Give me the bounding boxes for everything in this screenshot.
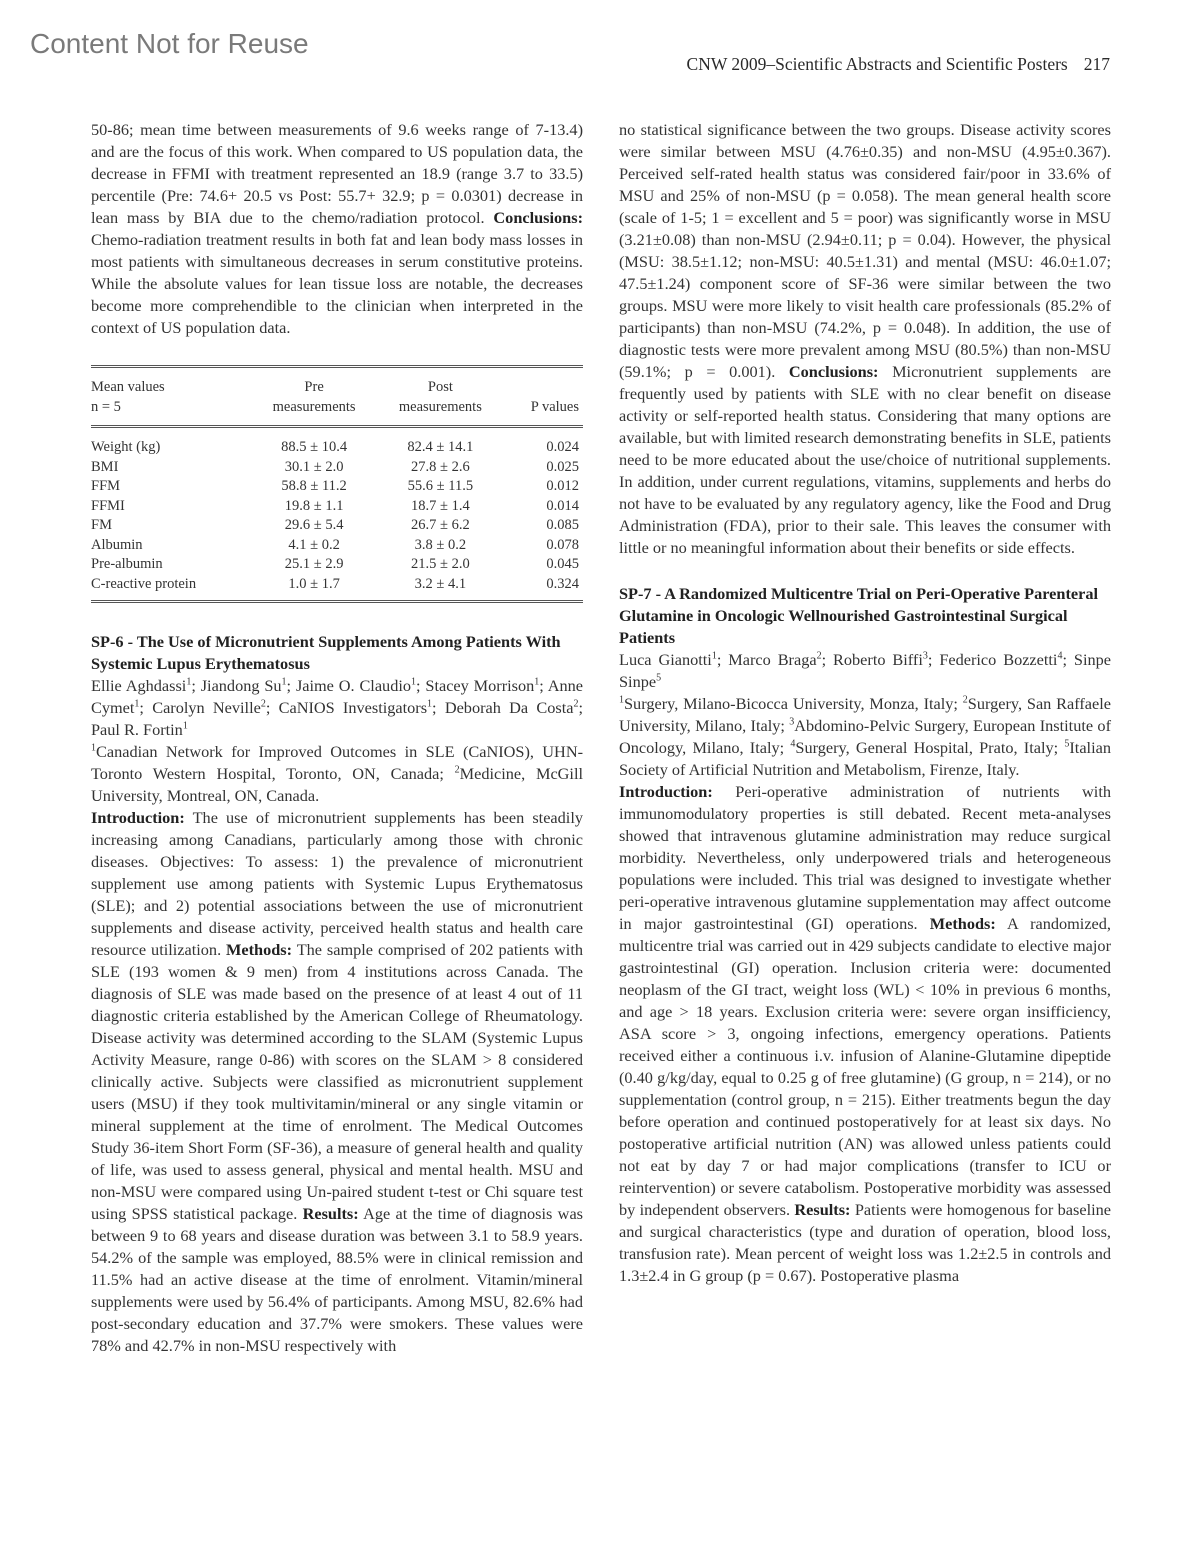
paragraph-text: Chemo-radiation treatment results in both fat and lean body mass losses in most patients with simultaneous decreases in serum constitutive proteins. While the absolute values for lean tissue loss are notable, the decreases become more comprehendible to the clinician when interpreted in the context of US population data. — [91, 230, 583, 337]
author-name: Roberto Biffi — [833, 650, 923, 669]
sp6-affiliations — [91, 741, 583, 807]
post-value: 26.7 ± 6.2 — [411, 517, 470, 533]
introduction-text: Peri-operative administration of nutrients with immunomodulatory properties is still debated. Recent meta-analyses showed that intravenous glutamine administration may reduce surgical morbidity. Nevertheless, only underpowered trials and heterogeneous populations were included. This trial was designed to investigate whether peri-operative intravenous glutamine supplementation may affect outcome in major gastrointestinal (GI) operations. — [619, 782, 1111, 933]
paragraph-text: 50-86; mean time between measurements of 9.6 weeks range of 7-13.4) and are the focus of this work. When compared to US population data, the decrease in FFMI with treatment represented an 18.9 (range 3.7 to 33.5) percentile (Pre: 74.6+ 20.5 vs Post: 55.7+ 32.9; p = 0.0301) decrease in lean mass by BIA due to the chemo/radiation protocol. — [91, 120, 583, 227]
affiliation-marker: 2 — [573, 698, 579, 710]
header-pre-measurements: measurements — [251, 398, 377, 427]
header-mean-values: Mean values — [91, 367, 251, 398]
p-value: 0.025 — [546, 458, 579, 475]
header-n: n = 5 — [91, 398, 251, 427]
body-composition-table — [91, 365, 583, 603]
right-column — [619, 119, 1111, 1287]
p-value: 0.078 — [546, 536, 579, 553]
author-name: Marco Braga — [728, 650, 817, 669]
pre-value: 30.1 ± 2.0 — [284, 458, 344, 475]
table-row — [91, 497, 583, 517]
row-label: FFM — [91, 478, 121, 494]
affiliation-text: Italian Society of Artificial Nutrition and Metabolism, Firenze, Italy. — [619, 738, 1111, 779]
sp6-authors: Ellie Aghdassi$^1$; Jiandong Su$^1$; Jaime O. Claudio$^1$; Stacey Morrison$^1$; Anne Cymet$^1$; Carolyn Neville$^2$; CaNIOS Investigators$^1$; Deborah Da Costa$^2$; Paul R. Fortin$^1$ — [91, 676, 584, 739]
affiliation-marker: 1 — [182, 720, 188, 732]
author-name: Jaime O. Claudio — [295, 676, 412, 695]
affiliation-number: 2 — [454, 764, 460, 776]
table-row — [91, 575, 583, 602]
author-name: CaNIOS Investigators — [278, 698, 428, 717]
affiliation-number: 3 — [789, 716, 795, 728]
sp7-body — [619, 781, 1111, 1287]
introduction-label: Introduction: — [91, 808, 185, 827]
p-value: 0.012 — [546, 478, 579, 494]
row-label: FFMI — [91, 497, 125, 514]
sp7-authors: Luca Gianotti$^1$; Marco Braga$^2$; Roberto Biffi$^3$; Federico Bozzetti$^4$; Sinpe Sinpe$^5$ — [619, 650, 1112, 691]
affiliation-number: 5 — [1064, 738, 1070, 750]
author-name: Paul R. Fortin — [91, 720, 183, 739]
results-text: Age at the time of diagnosis was between 9 to 68 years and disease duration was between 3.1 to 58.9 years. 54.2% of the sample was employed, 88.5% were in clinical remission and 11.5% had an active disease at the time of enrolment. Vitamin/mineral supplements were used by 56.4% of participants. Among MSU, 82.6% had post-secondary education and 37.7% were smokers. These values were 78% and 42.7% in non-MSU respectively with — [91, 1204, 584, 1355]
post-value: 18.7 ± 1.4 — [411, 497, 470, 514]
header-post: Post — [377, 367, 503, 398]
conclusions-text: Micronutrient supplements are frequently used by patients with SLE with no clear benefit on disease activity or self-reported health status. Considering that many options are available, but with limited research demonstrating benefits in SLE, patients need to be more educated about the use/choice of nutritional supplements. In addition, under current regulations, vitamins, supplements and herbs do not have to be evaluated by any regulatory agency, like the Food and Drug Administration (FDA), prior to their sale. This leaves the consumer with little or no meaningful information about their benefits or side effects. — [619, 362, 1111, 557]
affiliation-text: Surgery, San Raffaele University, Milano, Italy; — [619, 694, 1111, 735]
author-name: Deborah Da Costa — [444, 698, 574, 717]
author-name: Carolyn Neville — [152, 698, 261, 717]
pre-value: 19.8 ± 1.1 — [284, 497, 344, 514]
sp7-title: SP-7 - A Randomized Multicentre Trial on Peri-Operative Parenteral Glutamine in Oncologic Wellnourished Gastrointestinal Surgical Patients — [619, 584, 1098, 647]
row-label: Albumin — [91, 536, 143, 553]
results-label: Results: — [302, 1204, 359, 1223]
affiliation-text: Canadian Network for Improved Outcomes in SLE (CaNIOS), UHN-Toronto Western Hospital, Toronto, ON, Canada; — [91, 742, 583, 783]
author-name: Ellie Aghdassi — [91, 676, 187, 695]
methods-label: Methods: — [226, 940, 293, 959]
affiliation-marker: 1 — [427, 698, 433, 710]
p-value: 0.045 — [546, 556, 579, 572]
affiliation-marker: 1 — [186, 676, 192, 688]
author-name: Jiandong Su — [200, 676, 282, 695]
sp6-body — [91, 807, 583, 1357]
affiliation-number: 1 — [91, 742, 96, 754]
affiliation-marker: 3 — [922, 650, 928, 662]
affiliation-marker: 1 — [281, 676, 287, 688]
table-header-row — [91, 398, 583, 427]
running-head — [610, 54, 1110, 75]
row-label: BMI — [91, 458, 119, 475]
pre-value: 88.5 ± 10.4 — [281, 439, 348, 455]
table-row — [91, 536, 583, 556]
pre-value: 29.6 ± 5.4 — [284, 517, 344, 533]
methods-text: A randomized, multicentre trial was carried out in 429 subjects candidate to elective major gastrointestinal (GI) operation. Inclusion criteria were: documented neoplasm of the GI tract, weight loss (WL) < 10% in previous 6 months, and age > 18 years. Exclusion criteria were: severe organ insifficiency, ASA score > 3, ongoing infections, emergency operations. Patients received either a continuous i.v. infusion of Alanine-Glutamine dipeptide (0.40 g/kg/day, equal to 0.25 g of free glutamine) (G group, n = 214), or no supplementation (control group, n = 215). Either treatments begun the day before operation and continued postoperatively for at least six days. No postoperative artificial nutrition (AN) was allowed unless patients could not eat by day 7 or had major complications (transfer to ICU or reintervention) or severe catabolism. Postoperative morbidity was assessed by independent observers. — [619, 914, 1111, 1219]
author-name: Stacey Morrison — [425, 676, 535, 695]
header-blank — [504, 367, 583, 398]
affiliation-number: 2 — [962, 694, 968, 706]
affiliation-number: 4 — [790, 738, 796, 750]
post-value: 21.5 ± 2.0 — [411, 556, 470, 572]
table-row — [91, 427, 583, 458]
methods-label: Methods: — [929, 914, 996, 933]
p-value: 0.024 — [546, 439, 579, 455]
row-label: Pre-albumin — [91, 556, 163, 572]
author-name: Sinpe Sinpe — [619, 650, 1112, 691]
affiliation-marker: 1 — [134, 698, 140, 710]
table-header-row — [91, 367, 583, 398]
pre-value: 4.1 ± 0.2 — [288, 536, 340, 553]
author-name: Federico Bozzetti — [939, 650, 1058, 669]
p-value: 0.085 — [546, 517, 579, 533]
affiliation-text: Surgery, Milano-Bicocca University, Monza, Italy; — [624, 694, 963, 713]
row-label: C-reactive protein — [91, 575, 251, 602]
pre-value: 25.1 ± 2.9 — [284, 556, 344, 572]
methods-text: The sample comprised of 202 patients with SLE (193 women & 9 men) from 4 institutions across Canada. The diagnosis of SLE was made based on the presence of at least 4 out of 11 diagnostic criteria established by the American College of Rheumatology. Disease activity was determined according to the SLAM (Systemic Lupus Activity Measure, range 0-86) with scores on the SLAM > 8 considered clinically active. Subjects were classified as micronutrient supplement users (MSU) if they took multivitamin/mineral or any single vitamin or mineral supplement at the time of enrolment. The Medical Outcomes Study 36-item Short Form (SF-36), a measure of general health and quality of life, was used to assess general, physical and mental health. MSU and non-MSU were compared using Un-paired student t-test or Chi square test using SPSS statistical package. — [91, 940, 583, 1223]
table-row — [91, 516, 583, 536]
affiliation-text: Abdomino-Pelvic Surgery, European Institute of Oncology, Milano, Italy; — [619, 716, 1111, 757]
introduction-label: Introduction: — [619, 782, 713, 801]
header-post-measurements: measurements — [377, 398, 503, 427]
author-name: Anne Cymet — [91, 676, 584, 717]
results-text: no statistical significance between the two groups. Disease activity scores were similar between MSU (4.76±0.35) and non-MSU (4.95±0.367). Perceived self-rated health status was considered fair/poor in 33.6% of MSU and 25% of non-MSU (p = 0.058). The mean general health score (scale of 1-5; 1 = excellent and 5 = poor) was significantly worse in MSU (3.21±0.08) than non-MSU (2.94±0.11; p = 0.04). However, the physical (MSU: 38.5±1.12; non-MSU: 40.5±1.31) and mental (MSU: 46.0±1.07; 47.5±1.24) component score of SF-36 were similar between the two groups. MSU were more likely to visit health care professionals (85.2% of participants) than non-MSU (74.2%, p = 0.048). In addition, the use of diagnostic tests were more prevalent among MSU (80.5%) than non-MSU (59.1%; p = 0.001). — [619, 120, 1111, 381]
author-name: Luca Gianotti — [619, 650, 712, 669]
post-value: 82.4 ± 14.1 — [407, 439, 474, 455]
watermark: Content Not for Reuse — [30, 28, 309, 59]
affiliation-number: 1 — [619, 694, 624, 706]
affiliation-text: Medicine, McGill University, Montreal, ON, Canada. — [91, 764, 583, 805]
pre-value: 58.8 ± 11.2 — [281, 478, 347, 494]
table-row — [91, 555, 583, 575]
journal-section-title: CNW 2009–Scientific Abstracts and Scientific Posters — [686, 54, 1068, 74]
row-label: FM — [91, 517, 112, 533]
header-pre: Pre — [251, 367, 377, 398]
page-number: 217 — [1083, 54, 1110, 74]
post-value: 27.8 ± 2.6 — [411, 458, 470, 475]
post-value: 3.2 ± 4.1 — [377, 575, 503, 602]
affiliation-marker: 4 — [1057, 650, 1063, 662]
affiliation-marker: 5 — [656, 672, 662, 684]
introduction-text: The use of micronutrient supplements has been steadily increasing among Canadians, particularly among those with chronic diseases. Objectives: To assess: 1) the prevalence of micronutrient supplement use among patients with Systemic Lupus Erythematosus (SLE); and 2) potential associations between the use of micronutrient supplements and disease activity, perceived health status and health care resource utilization. — [91, 808, 583, 959]
table-row — [91, 458, 583, 478]
affiliation-marker: 1 — [711, 650, 717, 662]
results-text: Patients were homogenous for baseline and surgical characteristics (type and duration of operation, blood loss, transfusion rate). Mean percent of weight loss was 1.2±2.5 in controls and 1.3±2.4 in G group (p = 0.67). Postoperative plasma — [619, 1200, 1111, 1285]
results-label: Results: — [794, 1200, 851, 1219]
left-column — [91, 119, 583, 1357]
conclusions-label: Conclusions: — [788, 362, 879, 381]
pre-value: 1.0 ± 1.7 — [251, 575, 377, 602]
row-label: Weight (kg) — [91, 439, 161, 455]
affiliation-marker: 2 — [816, 650, 822, 662]
affiliation-marker: 1 — [411, 676, 417, 688]
affiliation-text: Surgery, General Hospital, Prato, Italy; — [795, 738, 1065, 757]
sp6-title: SP-6 - The Use of Micronutrient Supplements Among Patients With Systemic Lupus Erythematosus — [91, 632, 561, 673]
header-p-values: P values — [504, 398, 583, 427]
continuation-paragraph — [91, 119, 583, 339]
post-value: 3.8 ± 0.2 — [414, 536, 467, 553]
p-value: 0.014 — [546, 497, 579, 514]
affiliation-marker: 1 — [534, 676, 540, 688]
post-value: 55.6 ± 11.5 — [407, 478, 474, 494]
sp7-affiliations — [619, 693, 1111, 781]
table-row — [91, 477, 583, 497]
affiliation-marker: 2 — [260, 698, 266, 710]
sp6-continued — [619, 119, 1111, 559]
p-value: 0.324 — [504, 575, 583, 602]
conclusions-label: Conclusions: — [493, 208, 583, 227]
